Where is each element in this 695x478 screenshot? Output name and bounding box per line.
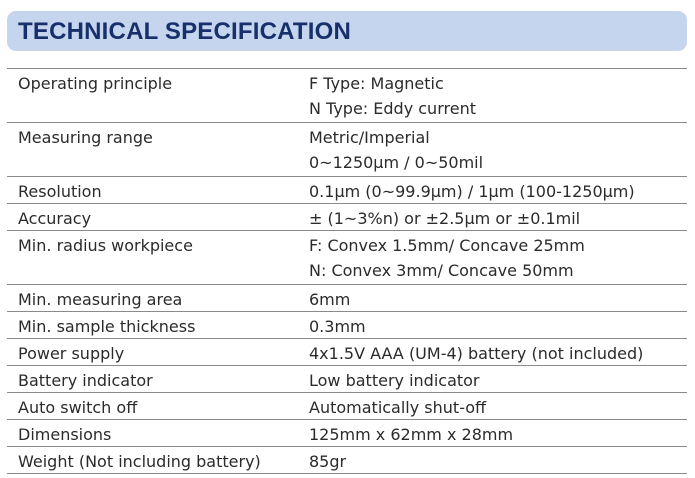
- spec-value: [297, 341, 687, 365]
- spec-value: [297, 287, 687, 311]
- section-title: TECHNICAL SPECIFICATION: [18, 18, 352, 45]
- spec-row-measuring-range: [7, 123, 687, 177]
- spec-label: Power supply: [18, 344, 125, 363]
- spec-label: Battery indicator: [18, 371, 153, 390]
- spec-value-line: 6mm: [309, 290, 351, 309]
- spec-value-line: ± (1~3%n) or ±2.5µm or ±0.1mil: [309, 209, 581, 228]
- spec-table: [7, 68, 687, 474]
- spec-value-line: N: Convex 3mm/ Concave 50mm: [309, 261, 574, 280]
- spec-row-dimensions: [7, 420, 687, 447]
- spec-label: Dimensions: [18, 425, 112, 444]
- spec-row-resolution: [7, 177, 687, 204]
- spec-value-line: N Type: Eddy current: [309, 99, 476, 118]
- spec-value-line: F Type: Magnetic: [309, 74, 444, 93]
- spec-value-line: Metric/Imperial: [309, 128, 430, 147]
- section-header: [7, 11, 687, 51]
- spec-value: [297, 71, 687, 122]
- spec-value-line: Low battery indicator: [309, 371, 480, 390]
- spec-value: [297, 233, 687, 284]
- spec-row-min-radius-workpiece: [7, 231, 687, 285]
- spec-value-line: 0~1250µm / 0~50mil: [309, 153, 484, 172]
- spec-value-line: 4x1.5V AAA (UM-4) battery (not included): [309, 344, 644, 363]
- spec-value-line: 125mm x 62mm x 28mm: [309, 425, 514, 444]
- spec-label: Auto switch off: [18, 398, 138, 417]
- spec-row-operating-principle: [7, 69, 687, 123]
- spec-label: Min. measuring area: [18, 290, 183, 309]
- spec-row-weight: [7, 447, 687, 474]
- spec-label: Operating principle: [18, 74, 173, 93]
- spec-value: [297, 422, 687, 446]
- spec-value: [297, 206, 687, 230]
- spec-value-line: Automatically shut-off: [309, 398, 487, 417]
- spec-value-line: 85gr: [309, 452, 347, 471]
- spec-value: [297, 314, 687, 338]
- spec-row-power-supply: [7, 339, 687, 366]
- spec-row-accuracy: [7, 204, 687, 231]
- spec-value-line: F: Convex 1.5mm/ Concave 25mm: [309, 236, 585, 255]
- spec-label: Resolution: [18, 182, 102, 201]
- spec-value: [297, 449, 687, 473]
- spec-label: Accuracy: [18, 209, 92, 228]
- spec-row-auto-switch-off: [7, 393, 687, 420]
- spec-value-line: 0.1µm (0~99.9µm) / 1µm (100-1250µm): [309, 182, 635, 201]
- spec-row-min-measuring-area: [7, 285, 687, 312]
- spec-label: Min. radius workpiece: [18, 236, 193, 255]
- spec-value: [297, 368, 687, 392]
- spec-row-battery-indicator: [7, 366, 687, 393]
- spec-value-line: 0.3mm: [309, 317, 366, 336]
- spec-value: [297, 179, 687, 203]
- spec-row-min-sample-thickness: [7, 312, 687, 339]
- spec-label: Weight (Not including battery): [18, 452, 261, 471]
- spec-label: Measuring range: [18, 128, 153, 147]
- spec-value: [297, 395, 687, 419]
- spec-label: Min. sample thickness: [18, 317, 196, 336]
- spec-value: [297, 125, 687, 176]
